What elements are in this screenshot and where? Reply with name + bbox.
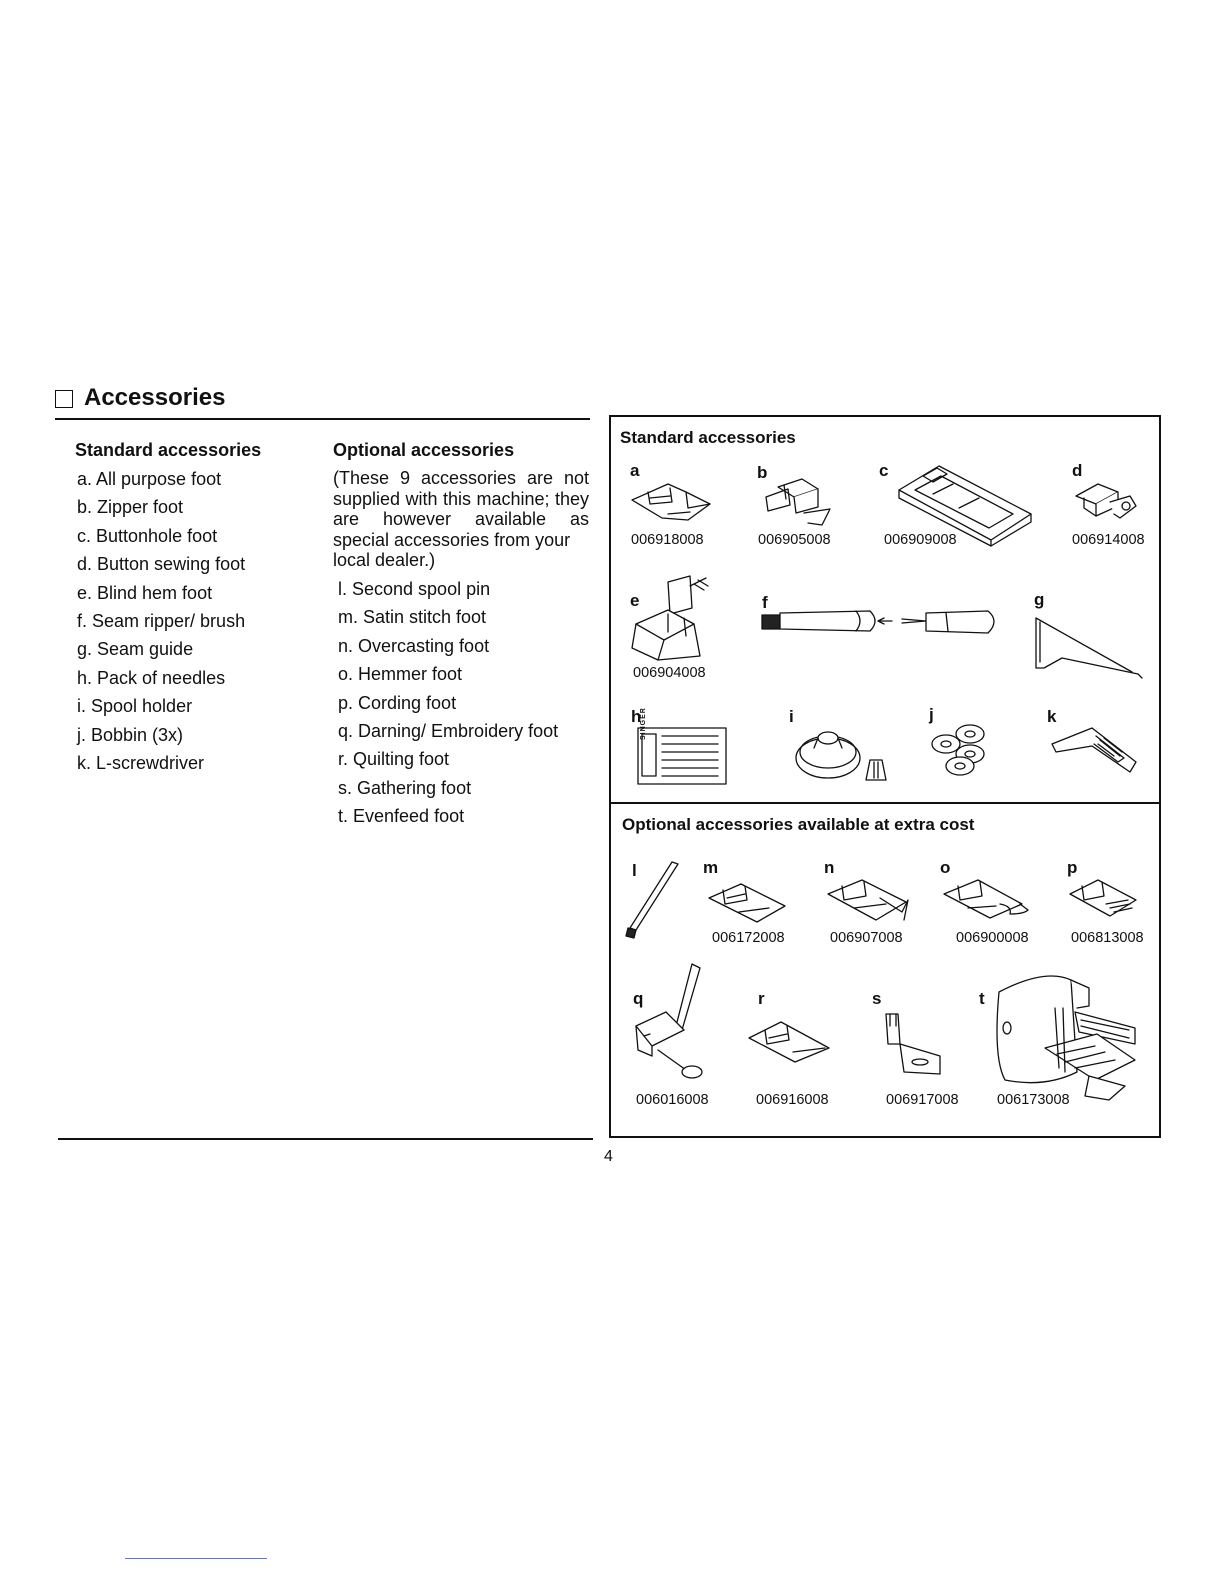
list-item: q. Darning/ Embroidery foot (338, 720, 559, 741)
optional-heading: Optional accessories (333, 440, 515, 460)
list-item: d. Button sewing foot (77, 554, 246, 575)
list-item: c. Buttonhole foot (77, 525, 218, 546)
hemmer-foot-icon (940, 874, 1035, 924)
optional-note-last: local dealer.) (333, 550, 436, 570)
part-code-m: 006172008 (712, 930, 785, 946)
all-purpose-foot-icon (628, 478, 718, 528)
part-code-c: 006909008 (884, 532, 957, 548)
list-item: s. Gathering foot (338, 777, 472, 798)
part-letter-p: p (1067, 858, 1078, 877)
list-item: i. Spool holder (77, 696, 193, 717)
part-letter-h: h (631, 707, 642, 726)
list-item: e. Blind hem foot (77, 582, 213, 603)
list-item: f. Seam ripper/ brush (77, 610, 246, 631)
standard-list (77, 465, 245, 777)
optional-note (333, 468, 589, 571)
list-item: g. Seam guide (77, 639, 194, 660)
darning-foot-icon (630, 960, 710, 1082)
part-letter-s: s (872, 989, 882, 1008)
panel-standard-heading: Standard accessories (620, 428, 796, 447)
list-item: b. Zipper foot (77, 497, 184, 518)
part-code-b: 006905008 (758, 532, 831, 548)
part-letter-n: n (824, 858, 835, 877)
part-letter-o: o (940, 858, 951, 877)
part-code-n: 006907008 (830, 930, 903, 946)
button-sewing-foot-icon (1070, 478, 1140, 526)
page-number: 4 (604, 1148, 613, 1165)
part-letter-d: d (1072, 461, 1083, 480)
list-item: a. All purpose foot (77, 469, 222, 489)
list-item: h. Pack of needles (77, 667, 226, 688)
seam-ripper-brush-icon (760, 605, 1000, 641)
part-letter-c: c (879, 461, 889, 480)
part-letter-b: b (757, 463, 768, 482)
list-item: l. Second spool pin (338, 579, 491, 599)
part-letter-l: l (632, 861, 637, 880)
list-item: m. Satin stitch foot (338, 607, 487, 628)
blind-hem-foot-icon (628, 572, 718, 664)
list-item: o. Hemmer foot (338, 664, 463, 685)
overcasting-foot-icon (824, 874, 914, 926)
panel-divider (609, 802, 1161, 804)
list-item: n. Overcasting foot (338, 635, 490, 656)
part-letter-m: m (703, 858, 719, 877)
standard-heading: Standard accessories (75, 440, 262, 460)
bobbins-icon (930, 722, 990, 777)
panel-optional-heading: Optional accessories available at extra cost (622, 815, 975, 834)
list-item: p. Cording foot (338, 692, 457, 713)
screwdriver-icon (1048, 722, 1143, 777)
buttonhole-foot-icon (893, 460, 1038, 545)
list-item: r. Quilting foot (338, 749, 450, 770)
part-code-p: 006813008 (1071, 930, 1144, 946)
spool-holder-icon (792, 720, 902, 785)
bottom-rule (58, 1138, 593, 1140)
optional-note-text: (These 9 accessories are not supplied with this machine; they are however available as special accessories from your (333, 468, 589, 550)
gathering-foot-icon (880, 1010, 950, 1082)
part-code-s: 006917008 (886, 1092, 959, 1108)
part-code-q: 006016008 (636, 1092, 709, 1108)
part-code-t: 006173008 (997, 1092, 1070, 1108)
list-item: t. Evenfeed foot (338, 806, 465, 827)
part-letter-i: i (789, 707, 794, 726)
optional-list (338, 575, 558, 831)
title-rule (55, 418, 590, 420)
part-letter-q: q (633, 989, 644, 1008)
satin-stitch-foot-icon (705, 878, 790, 926)
zipper-foot-icon (760, 475, 840, 530)
part-letter-r: r (758, 989, 765, 1008)
part-letter-k: k (1047, 707, 1057, 726)
seam-guide-icon (1030, 612, 1145, 682)
bottom-edge-line (125, 1558, 267, 1559)
part-code-a: 006918008 (631, 532, 704, 548)
list-item: j. Bobbin (3x) (77, 724, 184, 745)
quilting-foot-icon (745, 1016, 833, 1066)
part-letter-a: a (630, 461, 640, 480)
title-checkbox-icon (55, 390, 73, 408)
part-code-r: 006916008 (756, 1092, 829, 1108)
part-letter-g: g (1034, 590, 1045, 609)
part-code-o: 006900008 (956, 930, 1029, 946)
part-letter-j: j (929, 705, 934, 724)
part-letter-e: e (630, 591, 640, 610)
part-code-e: 006904008 (633, 665, 706, 681)
evenfeed-foot-icon (985, 968, 1145, 1106)
part-code-d: 006914008 (1072, 532, 1145, 548)
needle-pack-icon (636, 726, 731, 788)
part-letter-t: t (979, 989, 985, 1008)
spool-pin-icon (622, 858, 682, 940)
list-item: k. L-screwdriver (77, 752, 205, 773)
page-title: Accessories (84, 384, 226, 411)
part-letter-f: f (762, 593, 768, 612)
needle-pack-brand: SINGER (640, 707, 647, 740)
cording-foot-icon (1066, 874, 1141, 924)
